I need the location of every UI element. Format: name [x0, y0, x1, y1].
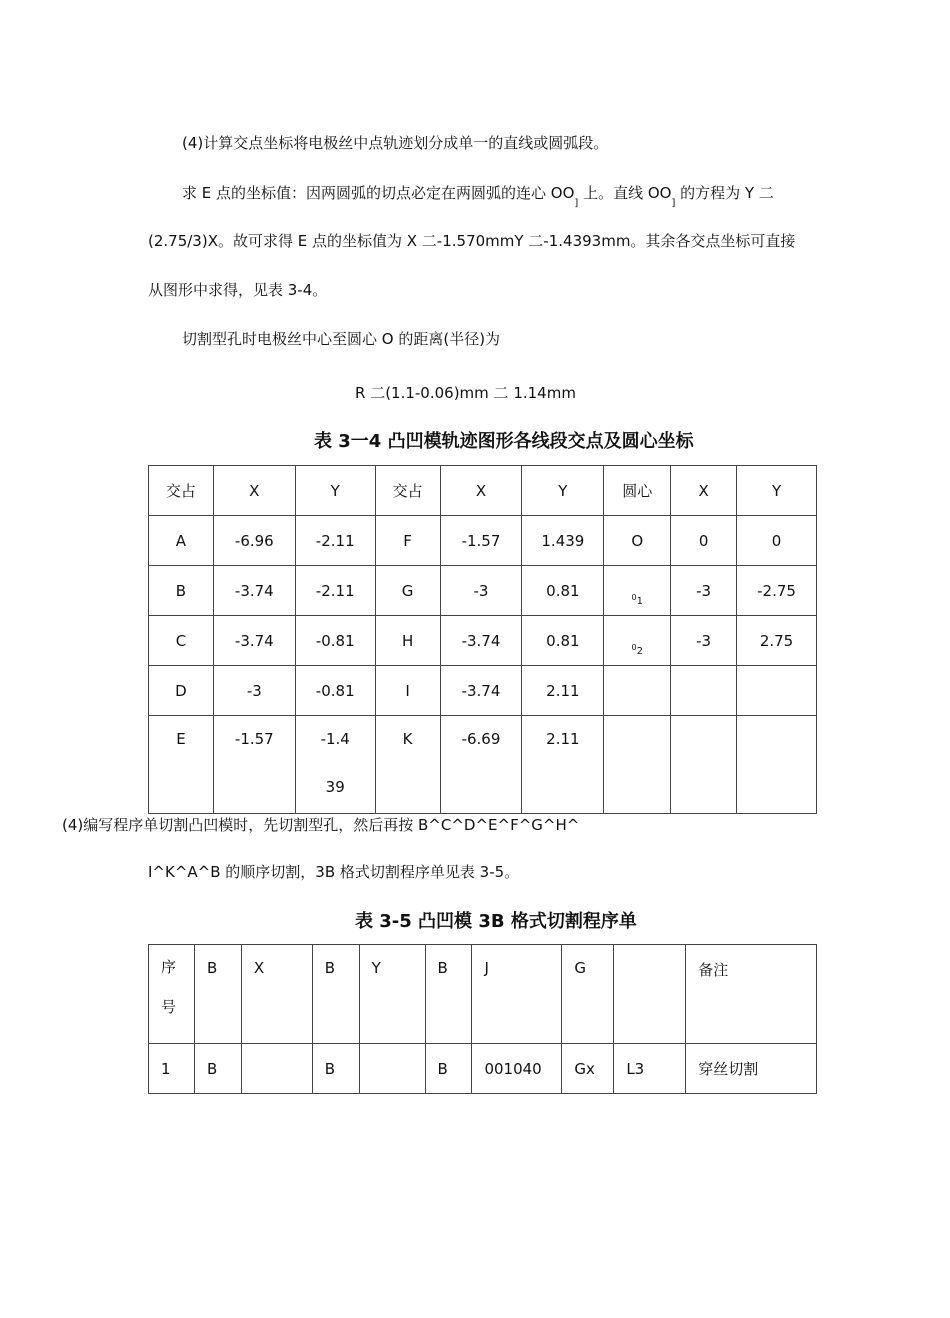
point-e-continuation: (2.75/3)X。故可求得 E 点的坐标值为 X 二-1.570mmY 二-1.4393mm。其余各交点坐标可直接 [148, 232, 796, 250]
o2-subscript: 2 [636, 645, 643, 657]
table-cell: -3 [671, 616, 737, 666]
table-cell: B [312, 1044, 359, 1094]
table-cell: -6.96 [213, 516, 295, 566]
header-cell: Y [295, 466, 375, 516]
header-cell: G [562, 945, 614, 1044]
header-cell: B [194, 945, 241, 1044]
seq-header-part-2: 号 [161, 998, 177, 1016]
table-cell: -3 [671, 566, 737, 616]
header-cell: Y [737, 466, 817, 516]
table-cell: 0.81 [522, 616, 604, 666]
table-row [149, 1044, 817, 1094]
table-cell: -3.74 [213, 616, 295, 666]
table-cell [737, 666, 817, 716]
table1-caption: 表 3一4 凸凹模轨迹图形各线段交点及圆心坐标 [314, 431, 694, 452]
table-cell: B [149, 566, 214, 616]
table-header-row [149, 945, 817, 1044]
o1-subscript: 1 [636, 595, 643, 607]
table-cell [359, 1044, 425, 1094]
program-paragraph: (4)编写程序单切割凸凹模时，先切割型孔，然后再按 B^C^D^E^F^G^H^ [62, 816, 580, 834]
table-cell: B [425, 1044, 472, 1094]
table-cell: -3.74 [440, 616, 522, 666]
table-cell: Gx [562, 1044, 614, 1094]
table-cell: H [375, 616, 440, 666]
table-cell: L3 [614, 1044, 686, 1094]
o1-base: 0 [631, 592, 637, 602]
table-cell: 0 [671, 516, 737, 566]
table-cell: 穿丝切割 [686, 1044, 817, 1094]
header-cell: X [440, 466, 522, 516]
table-cell: -2.11 [295, 566, 375, 616]
table2-caption: 表 3-5 凸凹模 3B 格式切割程序单 [355, 911, 637, 932]
see-table-line: 从图形中求得，见表 3-4。 [148, 281, 328, 299]
table-row [149, 516, 817, 566]
table-cell: D [149, 666, 214, 716]
header-cell: 交占 [375, 466, 440, 516]
table-cell: 2.11 [522, 716, 604, 814]
table-cell: K [375, 716, 440, 814]
step4-paragraph: (4)计算交点坐标将电极丝中点轨迹划分成单一的直线或圆弧段。 [182, 134, 609, 152]
subscript-mark-1: ] [574, 198, 579, 209]
table-row [149, 716, 817, 814]
table-cell: -3.74 [213, 566, 295, 616]
header-cell: 备注 [686, 945, 817, 1044]
e-y-value: -1.4 [320, 730, 350, 748]
table-cell: -1.57 [440, 516, 522, 566]
radius-formula: R 二(1.1-0.06)mm 二 1.14mm [355, 384, 576, 402]
header-cell: 交占 [149, 466, 214, 516]
table-cell: -1.57 [213, 716, 295, 814]
e-y-value-continued: 39 [325, 778, 345, 796]
center-o2-cell [604, 616, 671, 666]
table-cell: -2.75 [737, 566, 817, 616]
table-cell: -3 [213, 666, 295, 716]
table-row [149, 566, 817, 616]
o2-base: 0 [631, 642, 637, 652]
table-cell: 0 [737, 516, 817, 566]
table-cell: G [375, 566, 440, 616]
table-cell: C [149, 616, 214, 666]
table-cell: B [194, 1044, 241, 1094]
header-cell: X [671, 466, 737, 516]
table-cell: I [375, 666, 440, 716]
table-cell: 001040 [472, 1044, 562, 1094]
header-cell: J [472, 945, 562, 1044]
table-cell [604, 716, 671, 814]
table-cell: -3.74 [440, 666, 522, 716]
table-cell [737, 716, 817, 814]
program-table [148, 944, 817, 1094]
header-cell: Y [522, 466, 604, 516]
table-cell: 1 [149, 1044, 195, 1094]
coordinates-table [148, 465, 817, 814]
table-cell [241, 1044, 312, 1094]
table-cell: 2.75 [737, 616, 817, 666]
table-cell: O [604, 516, 671, 566]
header-cell: B [425, 945, 472, 1044]
header-cell [614, 945, 686, 1044]
radius-intro-line: 切割型孔时电极丝中心至圆心 O 的距离(半径)为 [182, 330, 501, 348]
table-row [149, 616, 817, 666]
table-cell [671, 716, 737, 814]
point-e-text-c: 的方程为 Y 二 [675, 184, 774, 202]
center-o1-cell [604, 566, 671, 616]
table-cell: F [375, 516, 440, 566]
point-e-text-a: 求 E 点的坐标值：因两圆弧的切点必定在两圆弧的连心 OO [182, 184, 575, 202]
header-cell: X [213, 466, 295, 516]
e-y-cell [295, 716, 375, 814]
header-cell: Y [359, 945, 425, 1044]
table-cell: 0.81 [522, 566, 604, 616]
subscript-mark-2: ] [671, 198, 676, 209]
seq-header [149, 945, 195, 1044]
table-cell: -0.81 [295, 666, 375, 716]
table-cell: E [149, 716, 214, 814]
table-cell: A [149, 516, 214, 566]
header-cell: B [312, 945, 359, 1044]
header-cell: X [241, 945, 312, 1044]
table-cell: -3 [440, 566, 522, 616]
seq-header-part-1: 序 [161, 958, 177, 976]
table-cell: -2.11 [295, 516, 375, 566]
table-row [149, 666, 817, 716]
program-paragraph-continued: I^K^A^B 的顺序切割，3B 格式切割程序单见表 3-5。 [148, 863, 520, 881]
point-e-text-b: 上。直线 OO [578, 184, 672, 202]
table-header-row [149, 466, 817, 516]
header-cell: 圆心 [604, 466, 671, 516]
point-e-paragraph [182, 182, 774, 209]
table-cell: -0.81 [295, 616, 375, 666]
table-cell: 1.439 [522, 516, 604, 566]
table-cell: 2.11 [522, 666, 604, 716]
table-cell [604, 666, 671, 716]
table-cell [671, 666, 737, 716]
table-cell: -6.69 [440, 716, 522, 814]
